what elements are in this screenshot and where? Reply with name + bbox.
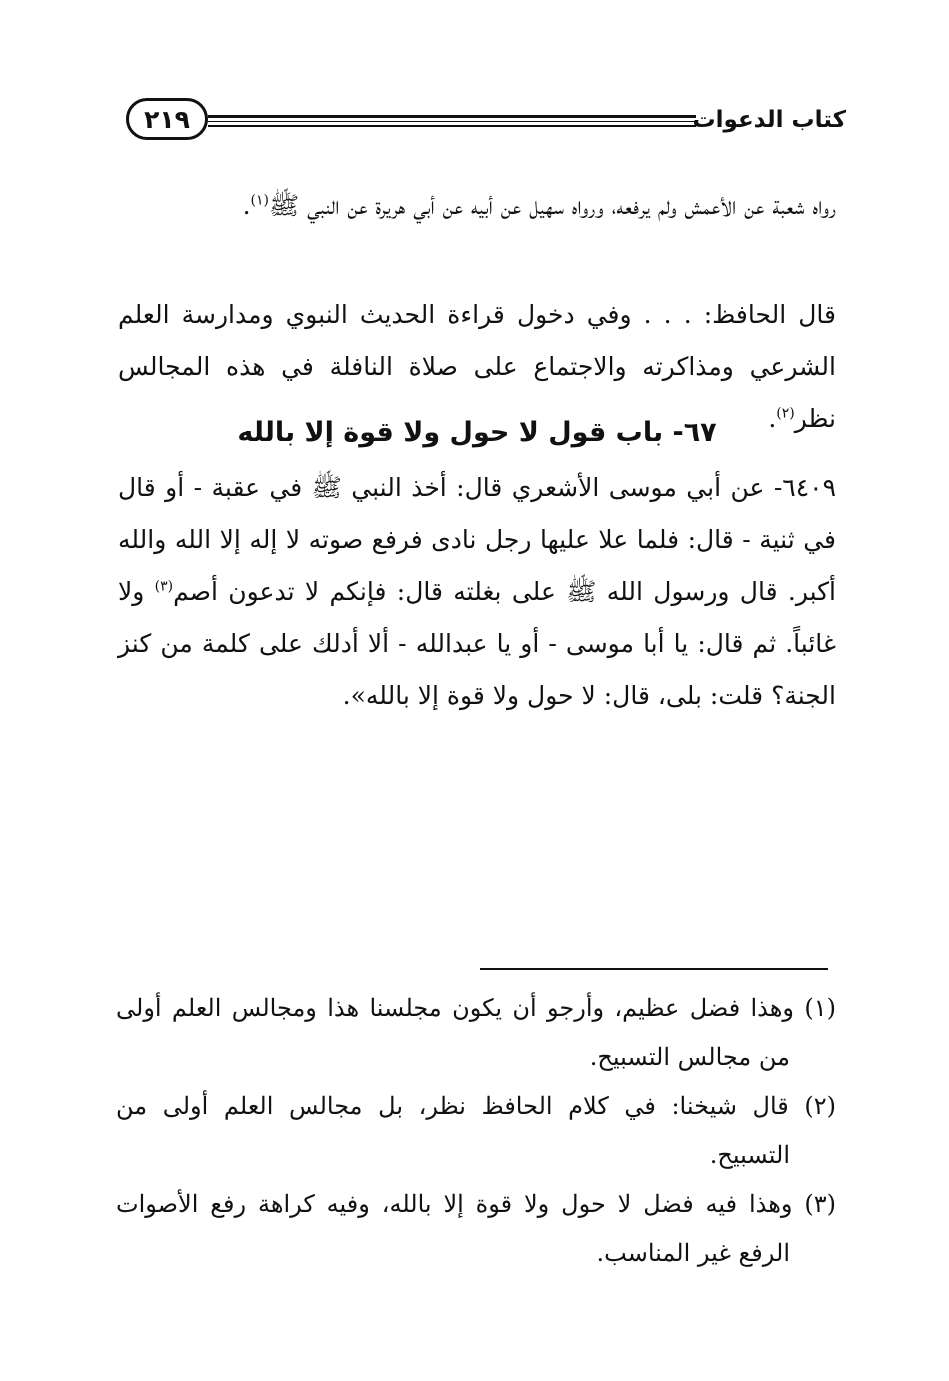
hadith-paragraph [118,462,836,722]
hadith-text-end: ولا غائباً. ثم قال: يا أبا موسى - أو يا عبدالله - ألا أدلك على كلمة من كنز الجنة؟ قلت: بلى، قال: لا حول ولا قوة إلا بالله». [118,577,836,710]
chapter-heading: ٦٧- باب قول لا حول ولا قوة إلا بالله [237,417,717,448]
footnote-ref-2[interactable]: (٢) [776,405,795,422]
footnotes [116,984,836,1278]
paragraph-narration [118,180,836,232]
footnote-3: (٣) وهذا فيه فضل لا حول ولا قوة إلا بالله، وفيه كراهة رفع الأصوات الرفع غير المناسب. [116,1190,836,1267]
book-title: كتاب الدعوات [692,107,846,133]
paragraph-end: . [242,191,251,220]
running-header [118,92,846,152]
header-rule-lower [208,125,696,127]
footnote-2: (٢) قال شيخنا: في كلام الحافظ نظر، بل مجالس العلم أولى من التسبيح. [116,1092,836,1169]
header-rule [208,115,696,122]
paragraph-text: رواه شعبة عن الأعمش ولم يرفعه، ورواه سهيل عن أبيه عن أبي هريرة عن النبي ﷺ [269,191,836,220]
paragraph-text: قال الحافظ: . . . وفي دخول قراءة الحديث النبوي ومدارسة العلم الشرعي ومذاكرته والاجتماع على صلاة النافلة في هذه المجالس نظر [118,300,836,433]
page-number: ٢١٩ [126,98,208,140]
paragraph-end: . [768,404,777,433]
footnote-ref-3[interactable]: (٣) [154,578,174,595]
footnote-separator [480,968,828,970]
hadith-text-start: ٦٤٠٩- عن أبي موسى الأشعري قال: أخذ النبي ﷺ في عقبة - أو قال في ثنية - قال: فلما علا عليها رجل نادى فرفع صوته لا إله إلا الله والله أكبر. قال ورسول الله ﷺ على بغلته قال: فإنكم لا تدعون أصم [118,473,836,606]
footnote-ref-1[interactable]: (١) [250,192,269,209]
footnote-1: (١) وهذا فضل عظيم، وأرجو أن يكون مجلسنا هذا ومجالس العلم أولى من مجالس التسبيح. [116,994,836,1071]
